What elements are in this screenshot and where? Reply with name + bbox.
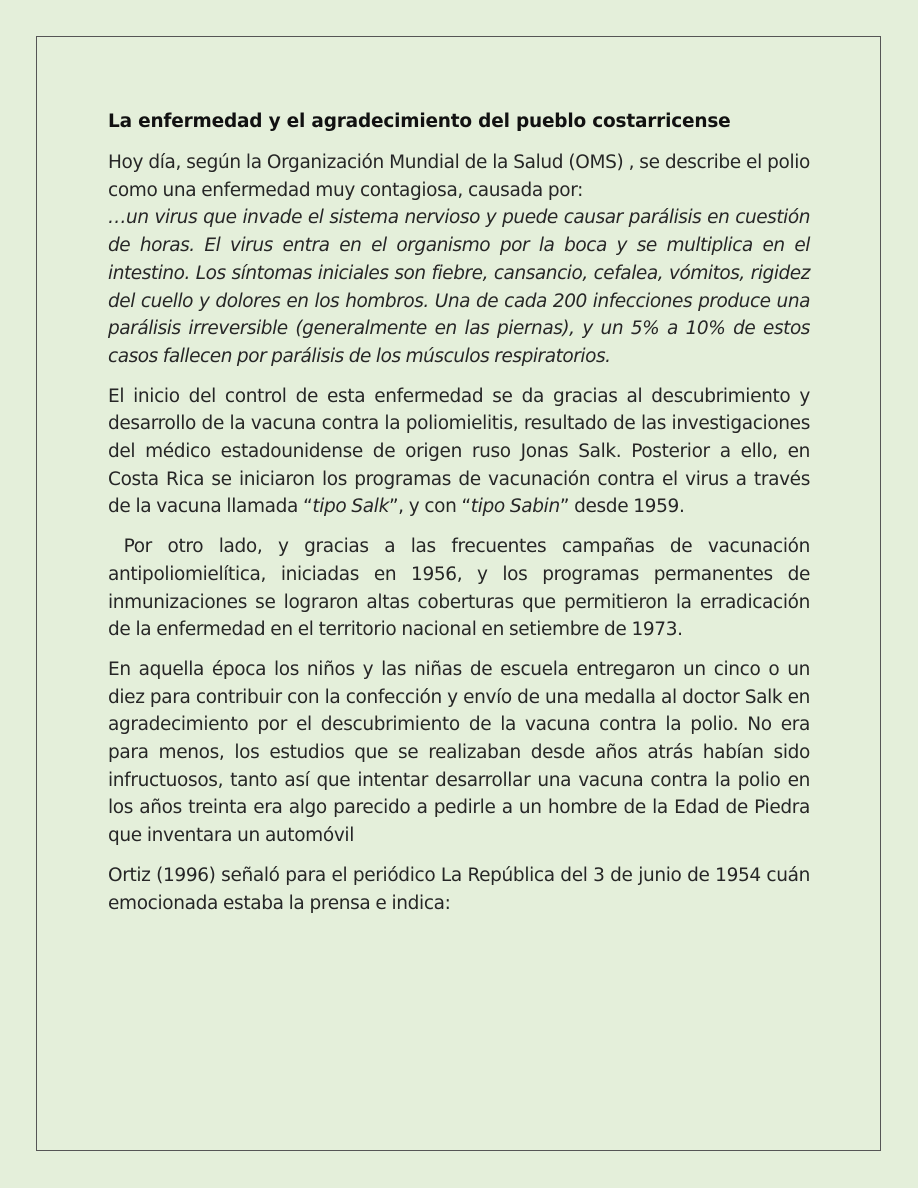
paragraph-vaccine-text-2: ”, y con “ [388, 496, 471, 518]
paragraph-vaccine-text-1: El inicio del control de esta enfermedad se da gracias al descubrimiento y desarrollo de la vacuna contra la poliomielitis, resultado de las investigaciones del médico estadounidense de origen ruso Jonas Salk. Posterior a ello, en Costa Rica se iniciaron los programas de vacunación contra el virus a través de la vacuna llamada “ [108, 385, 810, 518]
vaccine-type-sabin: tipo Sabin [470, 496, 560, 518]
paragraph-gratitude: En aquella época los niños y las niñas de escuela entregaron un cinco o un diez para contribuir con la confección y envío de una medalla al doctor Salk en agradecimiento por el descubrimiento de la vacuna contra la polio. No era para menos, los estudios que se realizaban desde años atrás habían sido infructuosos, tanto así que intentar desarrollar una vacuna contra la polio en los años treinta era algo parecido a pedirle a un hombre de la Edad de Piedra que inventara un automóvil [108, 658, 810, 847]
section-heading: La enfermedad y el agradecimiento del pueblo costarricense [108, 111, 731, 132]
document-body [108, 108, 816, 929]
paragraph-press: Ortiz (1996) señaló para el periódico La República del 3 de junio de 1954 cuán emocionada estaba la prensa e indica: [108, 864, 810, 914]
paragraph-intro: Hoy día, según la Organización Mundial de la Salud (OMS) , se describe el polio como una enfermedad muy contagiosa, causada por: [108, 152, 810, 201]
quoted-definition: …un virus que invade el sistema nervioso y puede causar parálisis en cuestión de horas. El virus entra en el organismo por la boca y se multiplica en el intestino. Los síntomas iniciales son fiebre, cansancio, cefalea, vómitos, rigidez del cuello y dolores en los hombros. Una de cada 200 infecciones produce una parálisis irreversible (generalmente en las piernas), y un 5% a 10% de estos casos fallecen por parálisis de los músculos respiratorios. [108, 207, 810, 367]
vaccine-type-salk: tipo Salk [312, 496, 389, 518]
paragraph-vaccine-text-3: ” desde 1959. [559, 496, 685, 518]
paragraph-eradication: Por otro lado, y gracias a las frecuentes campañas de vacunación antipoliomielítica, iniciadas en 1956, y los programas permanentes de inmunizaciones se lograron altas coberturas que permitieron la erradicación de la enfermedad en el territorio nacional en setiembre de 1973. [108, 536, 816, 641]
paragraph-vaccine-history [108, 383, 810, 522]
